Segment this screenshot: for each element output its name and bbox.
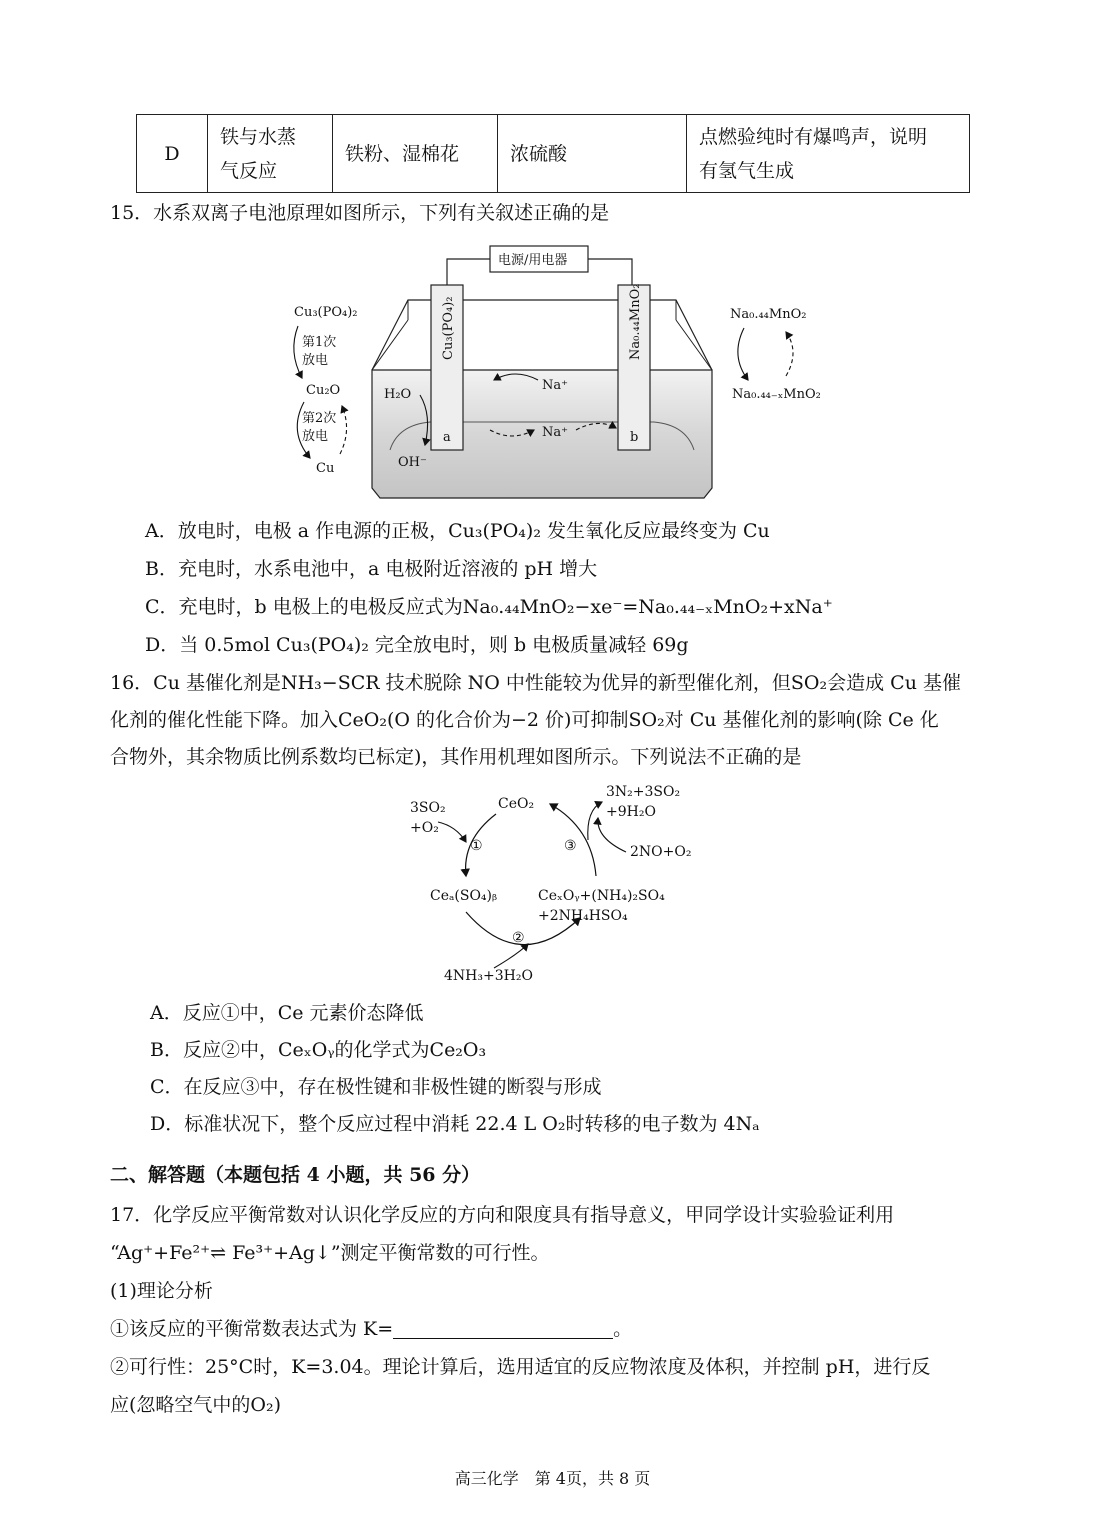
cell-option: D (137, 115, 208, 193)
step-1: ① (470, 838, 483, 854)
q16-stem-line3: 合物外，其余物质比例系数均已标定)，其作用机理如图所示。下列说法不正确的是 (110, 746, 802, 768)
cexoy-products-2: +2NH₄HSO₄ (538, 908, 628, 924)
cell-conclusion (687, 115, 970, 193)
so2-input-2: +O₂ (410, 820, 439, 836)
first-discharge-2: 放电 (302, 353, 329, 368)
q16-stem-line1: 16．Cu 基催化剂是NH₃−SCR 技术脱除 NO 中性能较为优异的新型催化剂，但SO₂会造成 Cu 基催 (110, 672, 961, 694)
step3-products-1: 3N₂+3SO₂ (606, 784, 681, 800)
right-na044xmno2: Na₀.₄₄₋ₓMnO₂ (732, 387, 821, 402)
power-label: 电源/用电器 (498, 253, 568, 268)
q17-item1 (110, 1316, 632, 1342)
left-cu2o: Cu₂O (306, 383, 341, 398)
q17-stem-line1: 17．化学反应平衡常数对认识化学反应的方向和限度具有指导意义，甲同学设计实验验证利用 (110, 1204, 895, 1226)
sodium-ion-bottom: Na⁺ (542, 425, 568, 440)
water-label: H₂O (384, 387, 412, 402)
sodium-ion-top: Na⁺ (542, 378, 568, 393)
q17-stem-line2: “Ag⁺+Fe²⁺⇌ Fe³⁺+Ag↓”测定平衡常数的可行性。 (110, 1242, 550, 1264)
q15-stem: 15．水系双离子电池原理如图所示，下列有关叙述正确的是 (110, 202, 610, 224)
step-2: ② (512, 930, 525, 946)
section-heading: 二、解答题（本题包括 4 小题，共 56 分） (110, 1164, 481, 1186)
answer-table-row-d (136, 114, 970, 193)
ceo2: CeO₂ (498, 796, 535, 812)
q17-item2-line1: ②可行性：25°C时，K=3.04。理论计算后，选用适宜的反应物浓度及体积，并控制 pH，进行反 (110, 1356, 931, 1378)
second-discharge-2: 放电 (302, 429, 329, 444)
cell-conclusion-line1: 点燃验纯时有爆鸣声，说明 (699, 125, 928, 148)
page-footer: 高三化学 第 4页，共 8 页 (454, 1469, 651, 1488)
cell-conclusion-line2: 有氢气生成 (699, 159, 795, 182)
right-na044mno2: Na₀.₄₄MnO₂ (730, 307, 807, 322)
battery-diagram (280, 240, 840, 510)
q16-option-c: C．在反应③中，存在极性键和非极性键的断裂与形成 (150, 1076, 602, 1098)
no-input: 2NO+O₂ (630, 844, 692, 860)
cell-drying-agent: 浓硫酸 (498, 115, 687, 193)
left-cu: Cu (316, 461, 335, 476)
q17-item1-prefix: ①该反应的平衡常数表达式为 K= (110, 1318, 394, 1340)
q16-option-b: B．反应②中，CeₓOᵧ的化学式为Ce₂O₃ (150, 1039, 487, 1061)
electrode-a-material: Cu₃(PO₄)₂ (441, 296, 456, 360)
q16-option-d: D．标准状况下，整个反应过程中消耗 22.4 L O₂时转移的电子数为 4Nₐ (150, 1113, 760, 1135)
nh3-input: 4NH₃+3H₂O (444, 968, 533, 984)
q17-item2-line2: 应(忽略空气中的O₂) (110, 1394, 282, 1416)
first-discharge-1: 第1次 (302, 335, 337, 350)
q15-option-c: C．充电时，b 电极上的电极反应式为Na₀.₄₄MnO₂−xe⁻=Na₀.₄₄₋ₓMnO₂+xNa⁺ (145, 596, 833, 618)
cell-reagent: 铁粉、湿棉花 (333, 115, 498, 193)
electrode-b-material: Na₀.₄₄MnO₂ (628, 283, 643, 360)
electrode-b: b (630, 430, 639, 445)
hydroxide-label: OH⁻ (398, 455, 427, 470)
cell-experiment-line2: 气反应 (220, 159, 278, 182)
left-cu3po42: Cu₃(PO₄)₂ (294, 305, 358, 320)
answer-blank[interactable] (393, 1318, 613, 1339)
step-3: ③ (564, 838, 577, 854)
q17-item1-suffix: 。 (613, 1318, 633, 1340)
q16-stem-line2: 化剂的催化性能下降。加入CeO₂(O 的化合价为−2 价)可抑制SO₂对 Cu 基催化剂的影响(除 Ce 化 (110, 709, 939, 731)
cexoy-products-1: CeₓOᵧ+(NH₄)₂SO₄ (538, 888, 665, 904)
mechanism-diagram (400, 778, 720, 992)
q15-option-b: B．充电时，水系电池中，a 电极附近溶液的 pH 增大 (145, 558, 598, 580)
ceaso4b: Ceₐ(SO₄)ᵦ (430, 888, 498, 904)
q15-option-d: D．当 0.5mol Cu₃(PO₄)₂ 完全放电时，则 b 电极质量减轻 69g (145, 634, 689, 656)
q17-subheading: (1)理论分析 (110, 1280, 213, 1302)
q15-option-a: A．放电时，电极 a 作电源的正极，Cu₃(PO₄)₂ 发生氧化反应最终变为 Cu (145, 520, 770, 542)
q16-option-a: A．反应①中，Ce 元素价态降低 (150, 1002, 424, 1024)
cell-experiment (208, 115, 333, 193)
step3-products-2: +9H₂O (606, 804, 656, 820)
cell-experiment-line1: 铁与水蒸 (220, 125, 297, 148)
electrode-a: a (443, 430, 451, 445)
so2-input-1: 3SO₂ (410, 800, 446, 816)
second-discharge-1: 第2次 (302, 411, 337, 426)
